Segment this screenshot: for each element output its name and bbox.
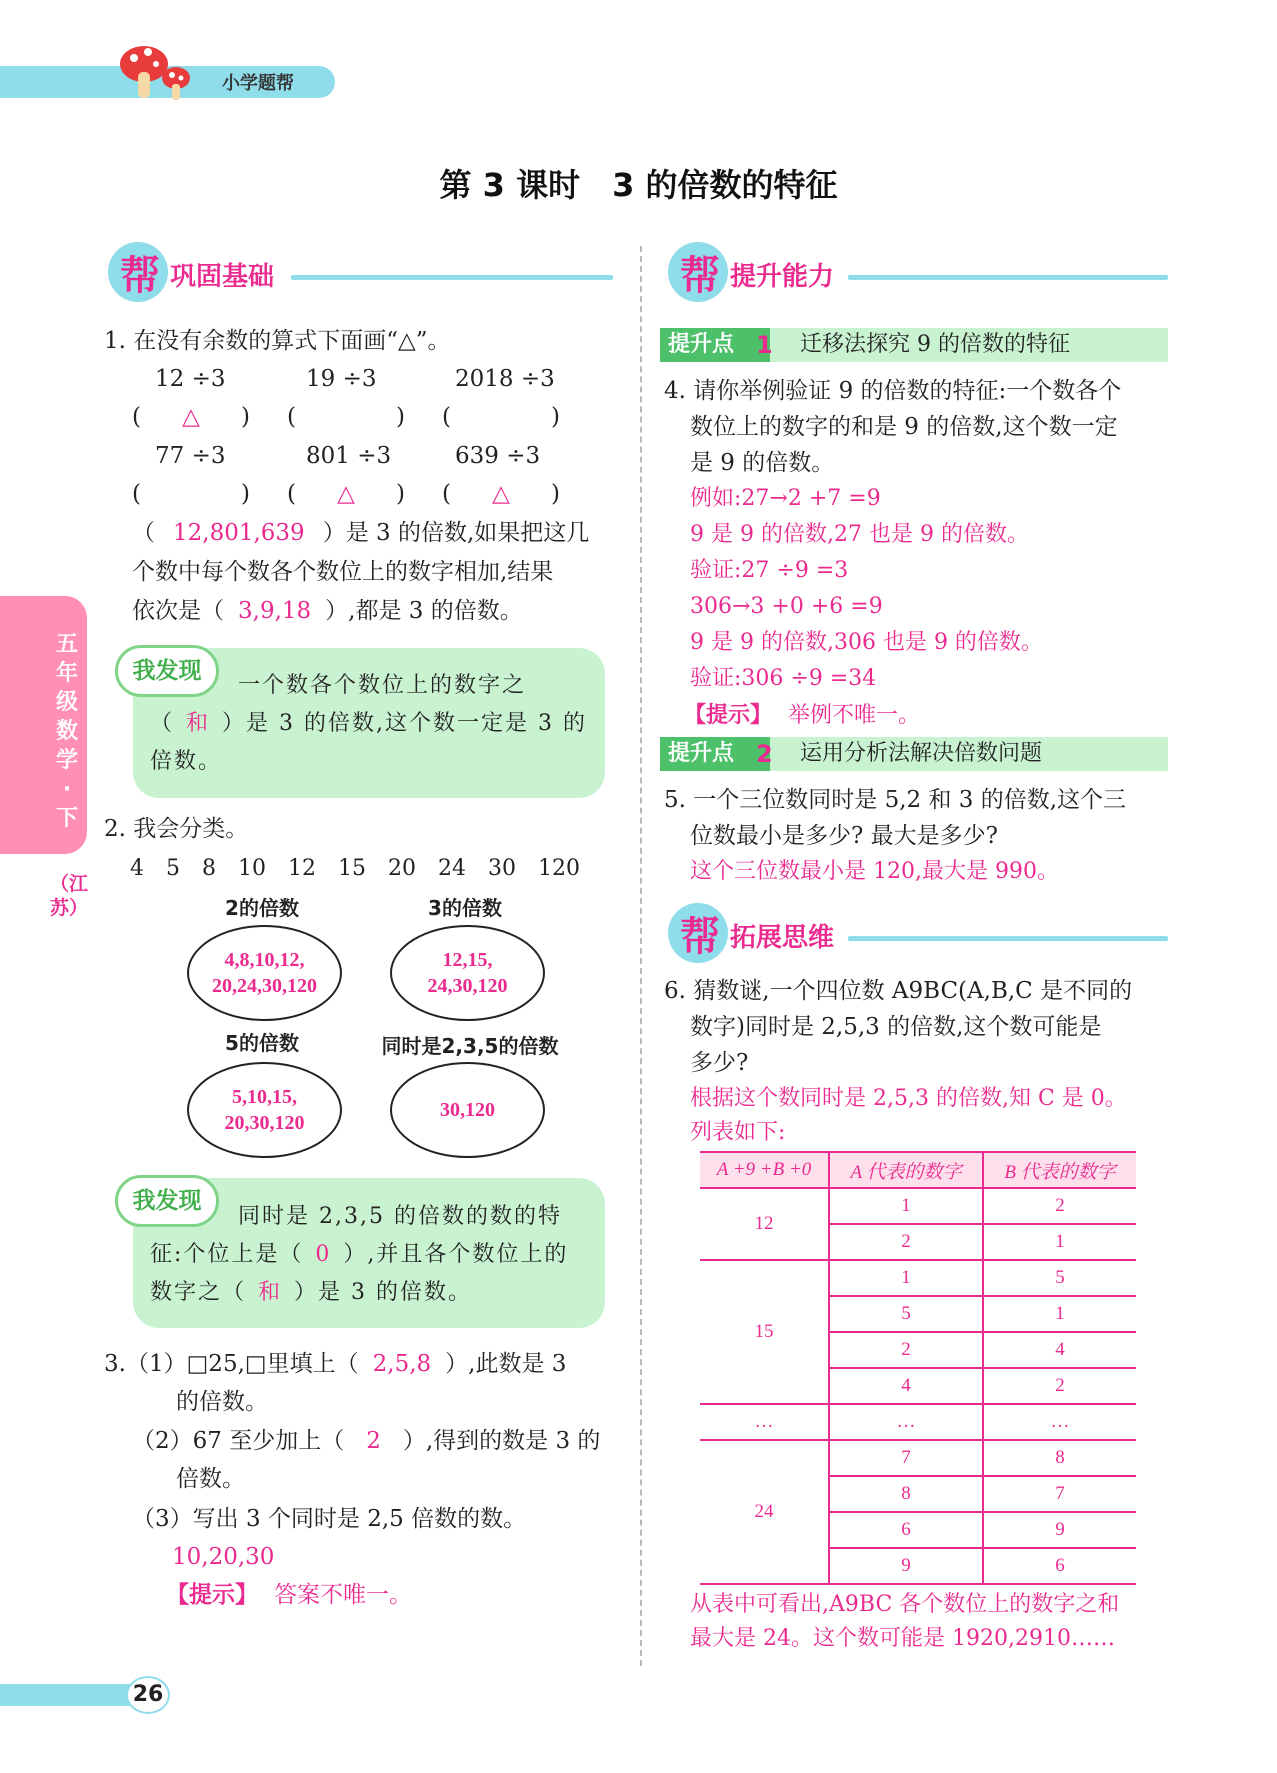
point-tag: 提升点 <box>660 328 770 362</box>
q1-prompt: 1. 在没有余数的算式下面画“△”。 <box>104 328 451 354</box>
table-row: 6 9 <box>700 1512 1136 1548</box>
section-heading-extend <box>668 903 1168 967</box>
q6-answer-1: 根据这个数同时是 2,5,3 的倍数,知 C 是 0。 <box>690 1086 1127 1111</box>
table-row: 8 7 <box>700 1476 1136 1512</box>
discover2-line-3: 数字之（ 和 ）是 3 的倍数。 <box>150 1280 473 1305</box>
point-number: 2 <box>756 740 773 768</box>
q4-answer-3: 验证:27 ÷9 =3 <box>690 558 849 583</box>
q1-mark-1[interactable]: △ <box>182 404 200 430</box>
q3-part1: 3.（1）□25,□里填上（ 2,5,8 ）,此数是 3 <box>104 1351 567 1377</box>
side-tab-grade: 五年级数学·下 <box>55 632 78 831</box>
q1-mark-5[interactable]: △ <box>337 481 355 507</box>
q6-line-3: 多少? <box>690 1050 749 1076</box>
discover1-line-2: （ 和 ）是 3 的倍数,这个数一定是 3 的 <box>150 711 587 736</box>
q1-paren-3: ( ) <box>442 404 560 430</box>
discover2-answer-1[interactable]: 0 <box>315 1242 332 1267</box>
q1-expr-1: 12 ÷3 <box>155 366 226 392</box>
q1-expr-6: 639 ÷3 <box>455 443 541 469</box>
point-text: 迁移法探究 9 的倍数的特征 <box>800 332 1070 357</box>
q1-paren-4: ( ) <box>132 481 250 507</box>
page-number: 26 <box>126 1676 170 1714</box>
q1-paren-2: ( ) <box>287 404 405 430</box>
mushroom-icon <box>118 40 198 102</box>
q3-part2: （2）67 至少加上（ 2 ）,得到的数是 3 的 <box>132 1428 601 1454</box>
point-text: 运用分析法解决倍数问题 <box>800 741 1043 766</box>
section-title: 巩固基础 <box>170 262 275 292</box>
discover1-line-3: 倍数。 <box>150 749 223 774</box>
section-title: 拓展思维 <box>730 923 835 953</box>
group-label-3: 5的倍数 <box>225 1031 299 1055</box>
side-tab-region: （江苏） <box>50 873 89 919</box>
q4-line-1: 4. 请你举例验证 9 的倍数的特征:一个数各个 <box>664 378 1122 404</box>
q4-answer-5: 9 是 9 的倍数,306 也是 9 的倍数。 <box>690 630 1043 655</box>
q4-answer-1: 例如:27→2 +7 =9 <box>690 486 881 511</box>
table-row: 2 1 <box>700 1224 1136 1260</box>
q5-answer: 这个三位数最小是 120,最大是 990。 <box>690 859 1059 884</box>
point-tag: 提升点 <box>660 737 770 771</box>
group-ellipse-4[interactable]: 30,120 <box>390 1062 545 1158</box>
q3-answer-2[interactable]: 2 <box>366 1428 381 1454</box>
q3-answer-3[interactable]: 10,20,30 <box>172 1544 275 1570</box>
table-header-a: A 代表的数字 <box>829 1152 983 1188</box>
q5-line-1: 5. 一个三位数同时是 5,2 和 3 的倍数,这个三 <box>664 787 1127 813</box>
page-title: 第 3 课时 3 的倍数的特征 <box>439 166 838 204</box>
table-header-row <box>700 1152 1136 1188</box>
discover-badge-1: 我发现 <box>115 645 219 697</box>
q1-answer-1[interactable]: 12,801,639 <box>173 520 305 546</box>
q2-numbers: 4 5 8 10 12 15 20 24 30 120 <box>130 856 580 881</box>
column-divider <box>640 246 642 1666</box>
header-brand: 小学题帮 <box>222 73 294 94</box>
q3-hint: 【提示】 答案不唯一。 <box>166 1581 412 1608</box>
digits-table <box>700 1151 1136 1585</box>
section-title: 提升能力 <box>730 262 835 292</box>
section-big-char: 帮 <box>680 253 720 299</box>
section-heading-improve <box>668 242 1168 306</box>
group-label-1: 2的倍数 <box>225 896 299 920</box>
q3-answer-1[interactable]: 2,5,8 <box>372 1351 432 1377</box>
discover2-line-2: 征:个位上是（ 0 ）,并且各个数位上的 <box>150 1242 569 1267</box>
point-number: 1 <box>756 331 773 359</box>
q1-paren-1: ( △ ) <box>132 398 250 436</box>
q1-line-3: 依次是（ 3,9,18 ）,都是 3 的倍数。 <box>132 598 523 624</box>
q1-paren-6: ( △ ) <box>442 475 560 513</box>
table-sum-cell: … <box>700 1404 829 1440</box>
q1-paren-5: ( △ ) <box>287 475 405 513</box>
table-sum-cell: 15 <box>700 1260 829 1404</box>
section-big-char: 帮 <box>680 914 720 960</box>
q1-expr-5: 801 ÷3 <box>306 443 392 469</box>
q5-line-2: 位数最小是多少? 最大是多少? <box>690 823 998 849</box>
section-line <box>291 275 613 280</box>
section-big-char: 帮 <box>120 253 160 299</box>
table-row: 5 1 <box>700 1296 1136 1332</box>
table-row: 15 1 5 <box>700 1260 1136 1296</box>
q6-answer-2: 列表如下: <box>690 1120 786 1145</box>
table-row: 2 4 <box>700 1332 1136 1368</box>
table-row: 9 6 <box>700 1548 1136 1584</box>
group-ellipse-1[interactable]: 4,8,10,12, 20,24,30,120 <box>187 925 342 1021</box>
q2-prompt: 2. 我会分类。 <box>104 816 249 842</box>
discover-badge-2: 我发现 <box>115 1175 219 1227</box>
q6-conclusion-1: 从表中可看出,A9BC 各个数位上的数字之和 <box>690 1592 1120 1617</box>
table-row: … … … <box>700 1404 1136 1440</box>
q1-expr-4: 77 ÷3 <box>155 443 226 469</box>
table-sum-cell: 24 <box>700 1440 829 1584</box>
table-row: 24 7 8 <box>700 1440 1136 1476</box>
group-ellipse-3[interactable]: 5,10,15, 20,30,120 <box>187 1062 342 1158</box>
q1-expr-3: 2018 ÷3 <box>455 366 555 392</box>
footer-bar <box>0 1684 140 1706</box>
q4-answer-6: 验证:306 ÷9 =34 <box>690 666 877 691</box>
discover2-answer-2[interactable]: 和 <box>258 1280 283 1305</box>
group-label-4: 同时是2,3,5的倍数 <box>381 1034 559 1058</box>
q6-line-2: 数字)同时是 2,5,3 的倍数,这个数可能是 <box>690 1014 1102 1040</box>
q1-expr-2: 19 ÷3 <box>306 366 377 392</box>
q1-mark-6[interactable]: △ <box>492 481 510 507</box>
table-header-b: B 代表的数字 <box>983 1152 1136 1188</box>
point-bar-2 <box>660 737 1168 771</box>
q4-hint: 【提示】 举例不唯一。 <box>684 702 921 728</box>
group-label-2: 3的倍数 <box>428 896 502 920</box>
discover1-answer[interactable]: 和 <box>186 711 211 736</box>
group-ellipse-2[interactable]: 12,15, 24,30,120 <box>390 925 545 1021</box>
table-header-sum: A +9 +B +0 <box>700 1152 829 1188</box>
q4-line-3: 是 9 的倍数。 <box>690 450 835 476</box>
q3-part2-cont: 倍数。 <box>176 1466 245 1492</box>
q6-line-1: 6. 猜数谜,一个四位数 A9BC(A,B,C 是不同的 <box>664 978 1133 1004</box>
q4-answer-2: 9 是 9 的倍数,27 也是 9 的倍数。 <box>690 522 1029 547</box>
table-row: 12 1 2 <box>700 1188 1136 1224</box>
table-row: 4 2 <box>700 1368 1136 1404</box>
q4-line-2: 数位上的数字的和是 9 的倍数,这个数一定 <box>690 414 1118 440</box>
discover2-line-1: 同时是 2,3,5 的倍数的数的特 <box>238 1204 562 1229</box>
section-line <box>848 275 1168 280</box>
q3-part1-cont: 的倍数。 <box>176 1389 268 1415</box>
q3-part3: （3）写出 3 个同时是 2,5 倍数的数。 <box>132 1506 527 1532</box>
point-bar-1 <box>660 328 1168 362</box>
section-heading-consolidate <box>108 242 613 306</box>
q1-line-1: （ 12,801,639 ）是 3 的倍数,如果把这几 <box>132 520 590 546</box>
q1-answer-2[interactable]: 3,9,18 <box>238 598 312 624</box>
q1-line-2: 个数中每个数各个数位上的数字相加,结果 <box>132 559 554 585</box>
discover1-line-1: 一个数各个数位上的数字之 <box>238 673 527 698</box>
section-line <box>848 936 1168 941</box>
q4-answer-4: 306→3 +0 +6 =9 <box>690 594 883 619</box>
table-sum-cell: 12 <box>700 1188 829 1260</box>
q6-conclusion-2: 最大是 24。这个数可能是 1920,2910…… <box>690 1626 1115 1651</box>
